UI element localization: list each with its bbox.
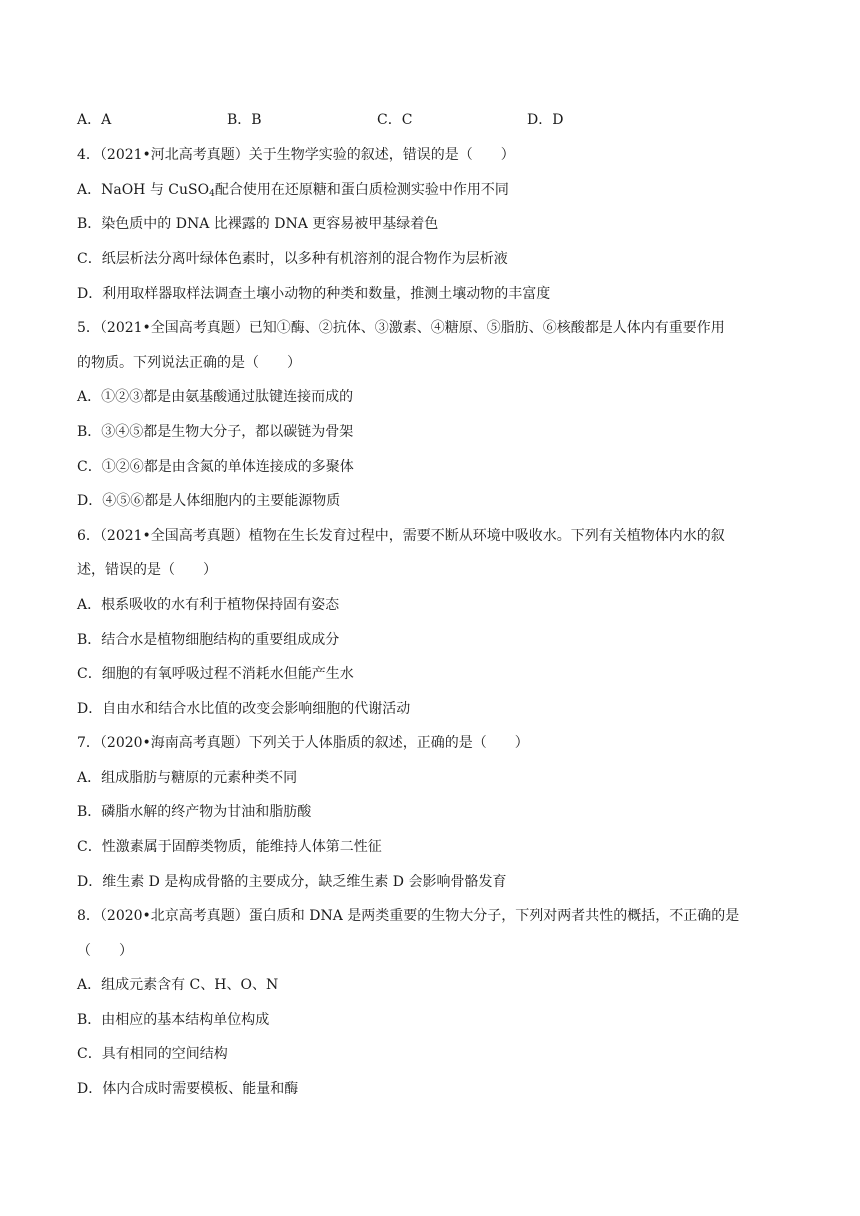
option-b: B．B bbox=[227, 112, 262, 128]
question-5-option-b: B．③④⑤都是生物大分子，都以碳链为骨架 bbox=[77, 424, 354, 440]
question-7-option-b: B．磷脂水解的终产物为甘油和脂肪酸 bbox=[77, 804, 312, 820]
option-c: C．C bbox=[377, 112, 413, 128]
question-4-stem: 4．（2021•河北高考真题）关于生物学实验的叙述，错误的是（ ） bbox=[77, 147, 515, 163]
question-4-option-c: C．纸层析法分离叶绿体色素时，以多种有机溶剂的混合物作为层析液 bbox=[77, 251, 508, 267]
previous-question-options bbox=[77, 110, 777, 130]
option-d: D．D bbox=[527, 112, 564, 128]
question-4-option-d: D．利用取样器取样法调查土壤小动物的种类和数量，推测土壤动物的丰富度 bbox=[77, 286, 551, 302]
question-7-option-a: A．组成脂肪与糖原的元素种类不同 bbox=[77, 770, 298, 786]
question-7-option-c: C．性激素属于固醇类物质，能维持人体第二性征 bbox=[77, 839, 382, 855]
question-6-option-c: C．细胞的有氧呼吸过程不消耗水但能产生水 bbox=[77, 666, 354, 682]
question-8-option-b: B．由相应的基本结构单位构成 bbox=[77, 1012, 270, 1028]
question-5-stem-line-2: 的物质。下列说法正确的是（ ） bbox=[77, 355, 301, 371]
question-6-stem-line-1: 6．（2021•全国高考真题）植物在生长发育过程中，需要不断从环境中吸收水。下列有关植物体内水的叙 bbox=[77, 528, 725, 544]
question-5-option-d: D．④⑤⑥都是人体细胞内的主要能源物质 bbox=[77, 493, 341, 509]
question-8-option-a: A．组成元素含有 C、H、O、N bbox=[77, 977, 279, 993]
question-8-stem-line-1: 8．（2020•北京高考真题）蛋白质和 DNA 是两类重要的生物大分子，下列对两者共性的概括，不正确的是 bbox=[77, 908, 740, 924]
question-5-stem-line-1: 5．（2021•全国高考真题）已知①酶、②抗体、③激素、④糖原、⑤脂肪、⑥核酸都是人体内有重要作用 bbox=[77, 320, 725, 336]
option-a: A．A bbox=[77, 112, 112, 128]
question-4-option-a: A．NaOH 与 CuSO$_4$配合使用在还原糖和蛋白质检测实验中作用不同 bbox=[77, 182, 509, 199]
question-5-option-a: A．①②③都是由氨基酸通过肽键连接而成的 bbox=[77, 389, 354, 405]
question-8-option-c: C．具有相同的空间结构 bbox=[77, 1046, 228, 1062]
question-6-option-d: D．自由水和结合水比值的改变会影响细胞的代谢活动 bbox=[77, 701, 411, 717]
question-8-option-d: D．体内合成时需要模板、能量和酶 bbox=[77, 1081, 299, 1097]
question-6-option-a: A．根系吸收的水有利于植物保持固有姿态 bbox=[77, 597, 340, 613]
question-5-option-c: C．①②⑥都是由含氮的单体连接成的多聚体 bbox=[77, 459, 354, 475]
question-4-option-b: B．染色质中的 DNA 比裸露的 DNA 更容易被甲基绿着色 bbox=[77, 216, 439, 232]
question-7-option-d: D．维生素 D 是构成骨骼的主要成分，缺乏维生素 D 会影响骨骼发育 bbox=[77, 874, 507, 890]
question-8-stem-line-2: （ ） bbox=[77, 943, 133, 959]
question-6-stem-line-2: 述，错误的是（ ） bbox=[77, 562, 217, 578]
question-7-stem: 7．（2020•海南高考真题）下列关于人体脂质的叙述，正确的是（ ） bbox=[77, 735, 529, 751]
question-6-option-b: B．结合水是植物细胞结构的重要组成成分 bbox=[77, 632, 340, 648]
